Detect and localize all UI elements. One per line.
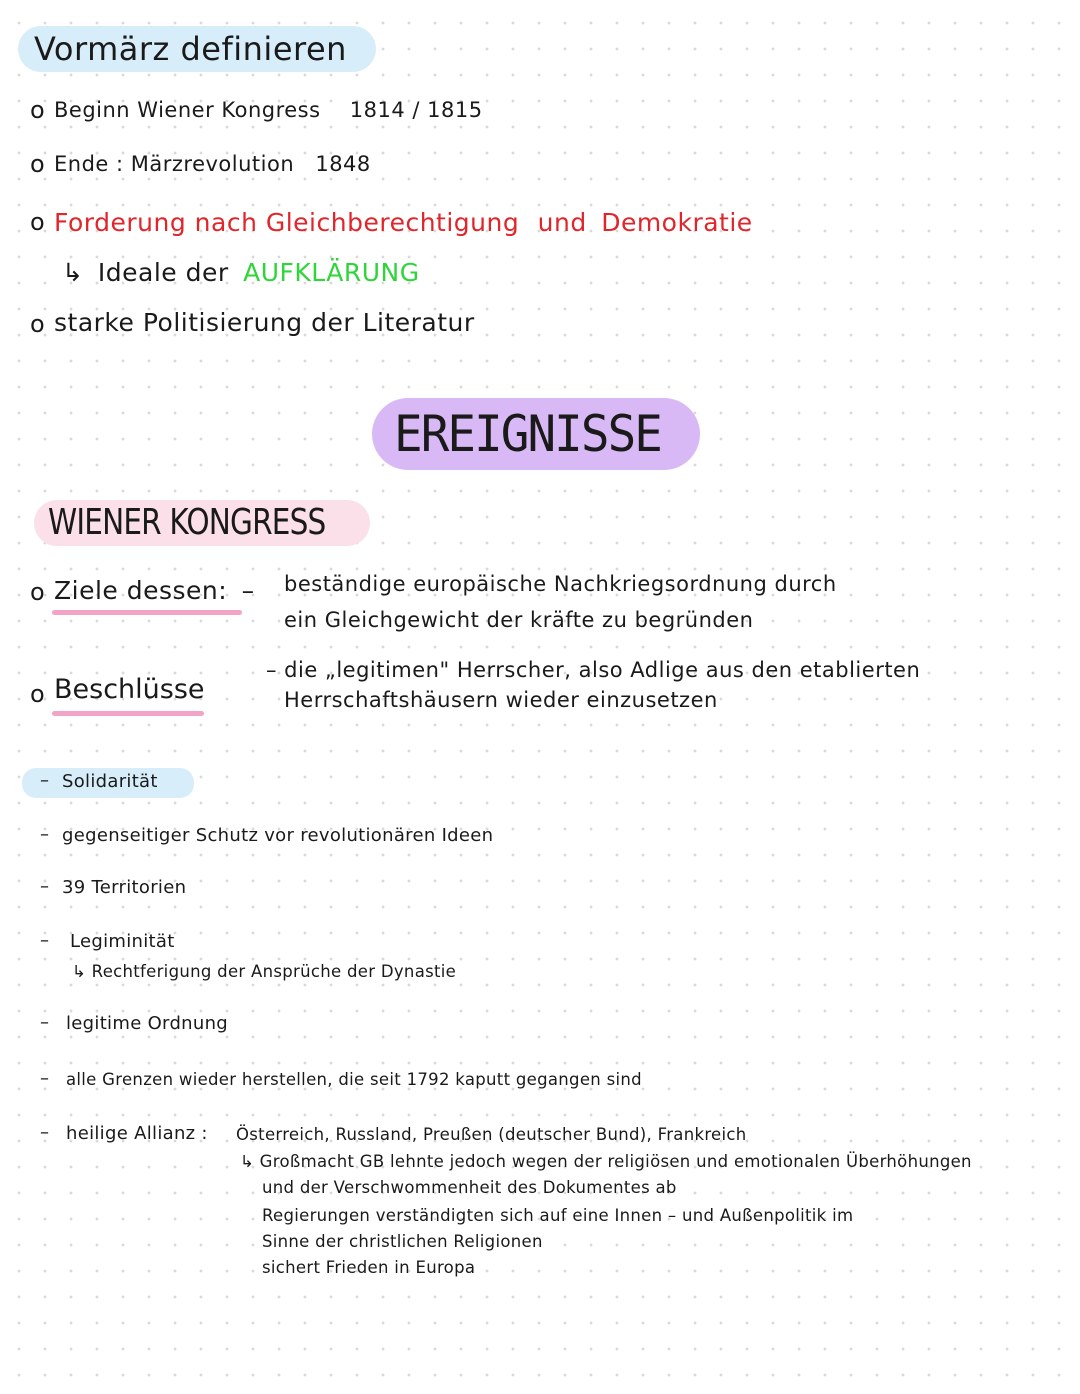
allianz-note: sichert Frieden in Europa — [262, 1258, 476, 1277]
list-dash: – — [40, 930, 50, 951]
ziele-label — [54, 576, 255, 605]
ideale-line — [62, 258, 420, 287]
bullet-beginn-text: Beginn Wiener Kongress — [54, 98, 321, 122]
list-legitimitaet-sub: ↳ Rechtferigung der Ansprüche der Dynastie — [72, 962, 457, 981]
list-allianz-label: heilige Allianz : — [66, 1123, 208, 1144]
list-dash: – — [40, 876, 50, 897]
ideale-text: Ideale der — [97, 258, 229, 287]
beschluesse-line2: Herrschaftshäusern wieder einzusetzen — [284, 688, 718, 712]
beschluesse-label: Beschlüsse — [54, 674, 205, 705]
bullet-marker: o — [30, 680, 45, 708]
allianz-note: Sinne der christlichen Religionen — [262, 1232, 543, 1251]
bullet-forderung — [54, 208, 753, 237]
bullet-marker: o — [30, 96, 45, 124]
list-dash: – — [40, 1068, 50, 1089]
list-dash: – — [40, 1012, 50, 1033]
ziele-colon: : — [218, 576, 228, 605]
list-schutz: gegenseitiger Schutz vor revolutionären Ideen — [62, 825, 494, 846]
bullet-beginn — [54, 98, 483, 122]
list-dash: – — [40, 1122, 50, 1143]
forderung-demokratie: Demokratie — [601, 208, 753, 237]
bullet-marker: o — [30, 310, 45, 338]
page-title: Vormärz definieren — [34, 30, 347, 68]
list-ordnung: legitime Ordnung — [66, 1013, 229, 1034]
bullet-beginn-value: 1814 / 1815 — [349, 98, 483, 122]
list-grenzen: alle Grenzen wieder herstellen, die seit 1792 kaputt gegangen sind — [66, 1070, 642, 1089]
beschluesse-line1: – die „legitimen" Herrscher, also Adlige aus den etablierten — [266, 658, 921, 682]
bullet-ende-text: Ende : Märzrevolution — [54, 152, 295, 176]
list-territorien: 39 Territorien — [62, 877, 187, 898]
subsection-heading: WIENER KONGRESS — [48, 502, 326, 543]
forderung-und: und — [537, 208, 587, 237]
ziele-underline — [52, 610, 242, 615]
list-legitimitaet: Legiminität — [70, 931, 175, 952]
allianz-note: Regierungen verständigten sich auf eine Innen – und Außenpolitik im — [262, 1206, 854, 1225]
forderung-text: Forderung nach Gleichberechtigung — [54, 208, 520, 237]
bullet-politisierung: starke Politisierung der Literatur — [54, 308, 475, 337]
ziele-line2: ein Gleichgewicht der kräfte zu begründen — [284, 608, 754, 632]
bullet-ende-value: 1848 — [315, 152, 371, 176]
bullet-marker: o — [30, 208, 45, 236]
ziele-line1: beständige europäische Nachkriegsordnung durch — [284, 572, 837, 596]
bullet-ende — [54, 152, 371, 176]
allianz-note: ↳ Großmacht GB lehnte jedoch wegen der religiösen und emotionalen Überhöhungen — [240, 1152, 972, 1171]
allianz-note: und der Verschwommenheit des Dokumentes ab — [262, 1178, 677, 1197]
beschluesse-underline — [52, 711, 204, 716]
ziele-label-text: Ziele dessen — [54, 576, 219, 605]
section-heading: EREIGNISSE — [394, 405, 661, 463]
bullet-marker: o — [30, 578, 45, 606]
list-dash: – — [40, 824, 50, 845]
ziele-dash: – — [241, 576, 255, 605]
aufklaerung-text: AUFKLÄRUNG — [243, 258, 420, 287]
list-dash: – — [40, 770, 50, 791]
bullet-marker: o — [30, 150, 45, 178]
list-allianz-members: Österreich, Russland, Preußen (deutscher Bund), Frankreich — [236, 1125, 747, 1144]
list-solidaritaet: Solidarität — [62, 771, 158, 792]
arrow-icon: ↳ — [62, 258, 84, 287]
